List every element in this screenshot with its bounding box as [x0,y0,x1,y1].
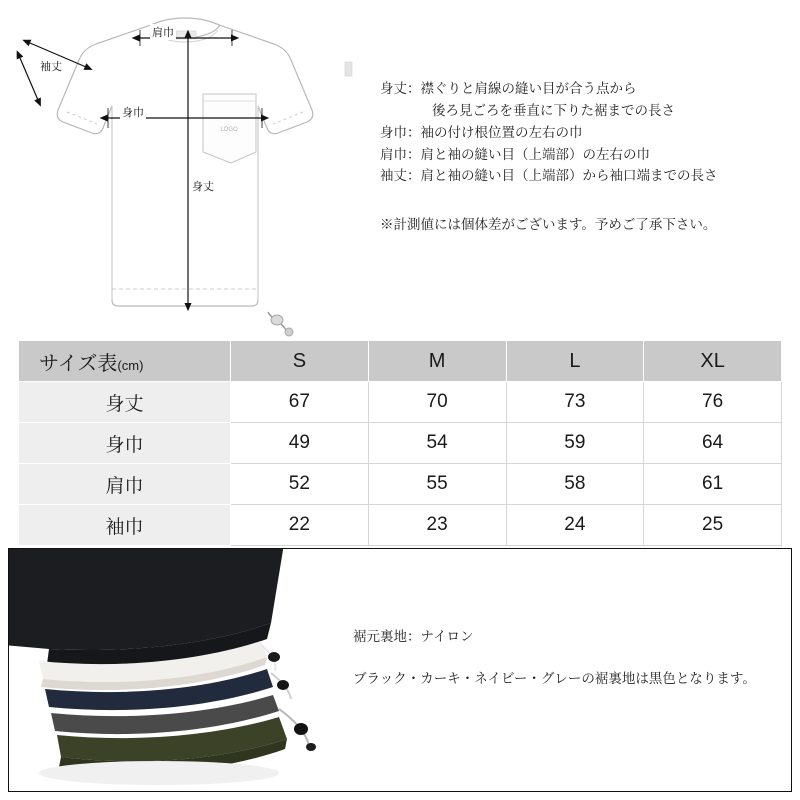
row-label-sleeve-width: 袖巾 [19,505,231,546]
stacked-shirts-illustration [9,549,339,791]
cell-shoulder-width-m: 55 [368,464,506,505]
hem-lining-caption [353,627,783,690]
column-header-m: M [368,341,506,382]
column-header-xl: XL [644,341,782,382]
caption-color-note: ブラック・カーキ・ネイビー・グレーの裾裏地は黒色となります。 [353,671,756,687]
spec-line-body-width: 身巾：袖の付け根位置の左右の巾 [380,124,583,140]
cell-body-width-l: 59 [506,423,644,464]
spec-line-body-length: 身丈：襟ぐりと肩線の縫い目が合う点から [380,81,637,96]
spec-line-sleeve-length: 袖丈：肩と袖の縫い目（上端部）から袖口端までの長さ [380,168,718,184]
cell-body-length-m: 70 [368,382,506,423]
row-label-body-width: 身巾 [19,423,231,464]
caption-material: 裾元裏地：ナイロン [353,629,474,644]
label-body-length: 身丈 [190,178,216,194]
table-row [19,382,782,423]
cell-body-length-l: 73 [506,382,644,423]
label-body-width: 身巾 [120,104,146,120]
shirt-illustration-svg [0,0,370,340]
cell-sleeve-width-s: 22 [231,505,369,546]
column-header-s: S [231,341,369,382]
cell-body-width-xl: 64 [644,423,782,464]
size-table-body [19,382,782,546]
table-row [19,505,782,546]
cell-sleeve-width-m: 23 [368,505,506,546]
size-table-title: サイズ表 [39,352,118,375]
cell-sleeve-width-l: 24 [506,505,644,546]
shirt-diagram [0,0,370,340]
column-header-l: L [506,341,644,382]
hem-lining-photo [9,549,339,791]
hem-lining-section [8,548,792,792]
cell-sleeve-width-xl: 25 [644,505,782,546]
size-table [18,340,782,546]
spec-note: ※計測値には個体差がございます。予めご了承下さい。 [380,217,717,233]
size-table-head [19,341,782,382]
cell-body-length-xl: 76 [644,382,782,423]
cell-body-width-s: 49 [231,423,369,464]
cell-body-width-m: 54 [368,423,506,464]
row-label-shoulder-width: 肩巾 [19,464,231,505]
spec-line-shoulder-width: 肩巾：肩と袖の縫い目（上端部）の左右の巾 [380,146,650,162]
cell-body-length-s: 67 [231,382,369,423]
label-sleeve-length: 袖丈 [40,61,62,73]
cell-shoulder-width-s: 52 [231,464,369,505]
cell-shoulder-width-l: 58 [506,464,644,505]
svg-text:LOGO: LOGO [220,127,238,133]
diagram-section [0,0,800,340]
cell-shoulder-width-xl: 61 [644,464,782,505]
spec-description [380,78,790,233]
row-label-body-length: 身丈 [19,382,231,423]
label-shoulder-width: 肩巾 [150,24,176,40]
size-table-unit: (cm) [117,357,144,373]
size-table-title-cell [19,341,231,382]
table-header-row [19,341,782,382]
spec-line-body-length-cont: 後ろ見ごろを垂直に下りた裾までの長さ [432,102,675,118]
table-row [19,464,782,505]
size-table-wrapper [18,340,782,546]
table-row [19,423,782,464]
